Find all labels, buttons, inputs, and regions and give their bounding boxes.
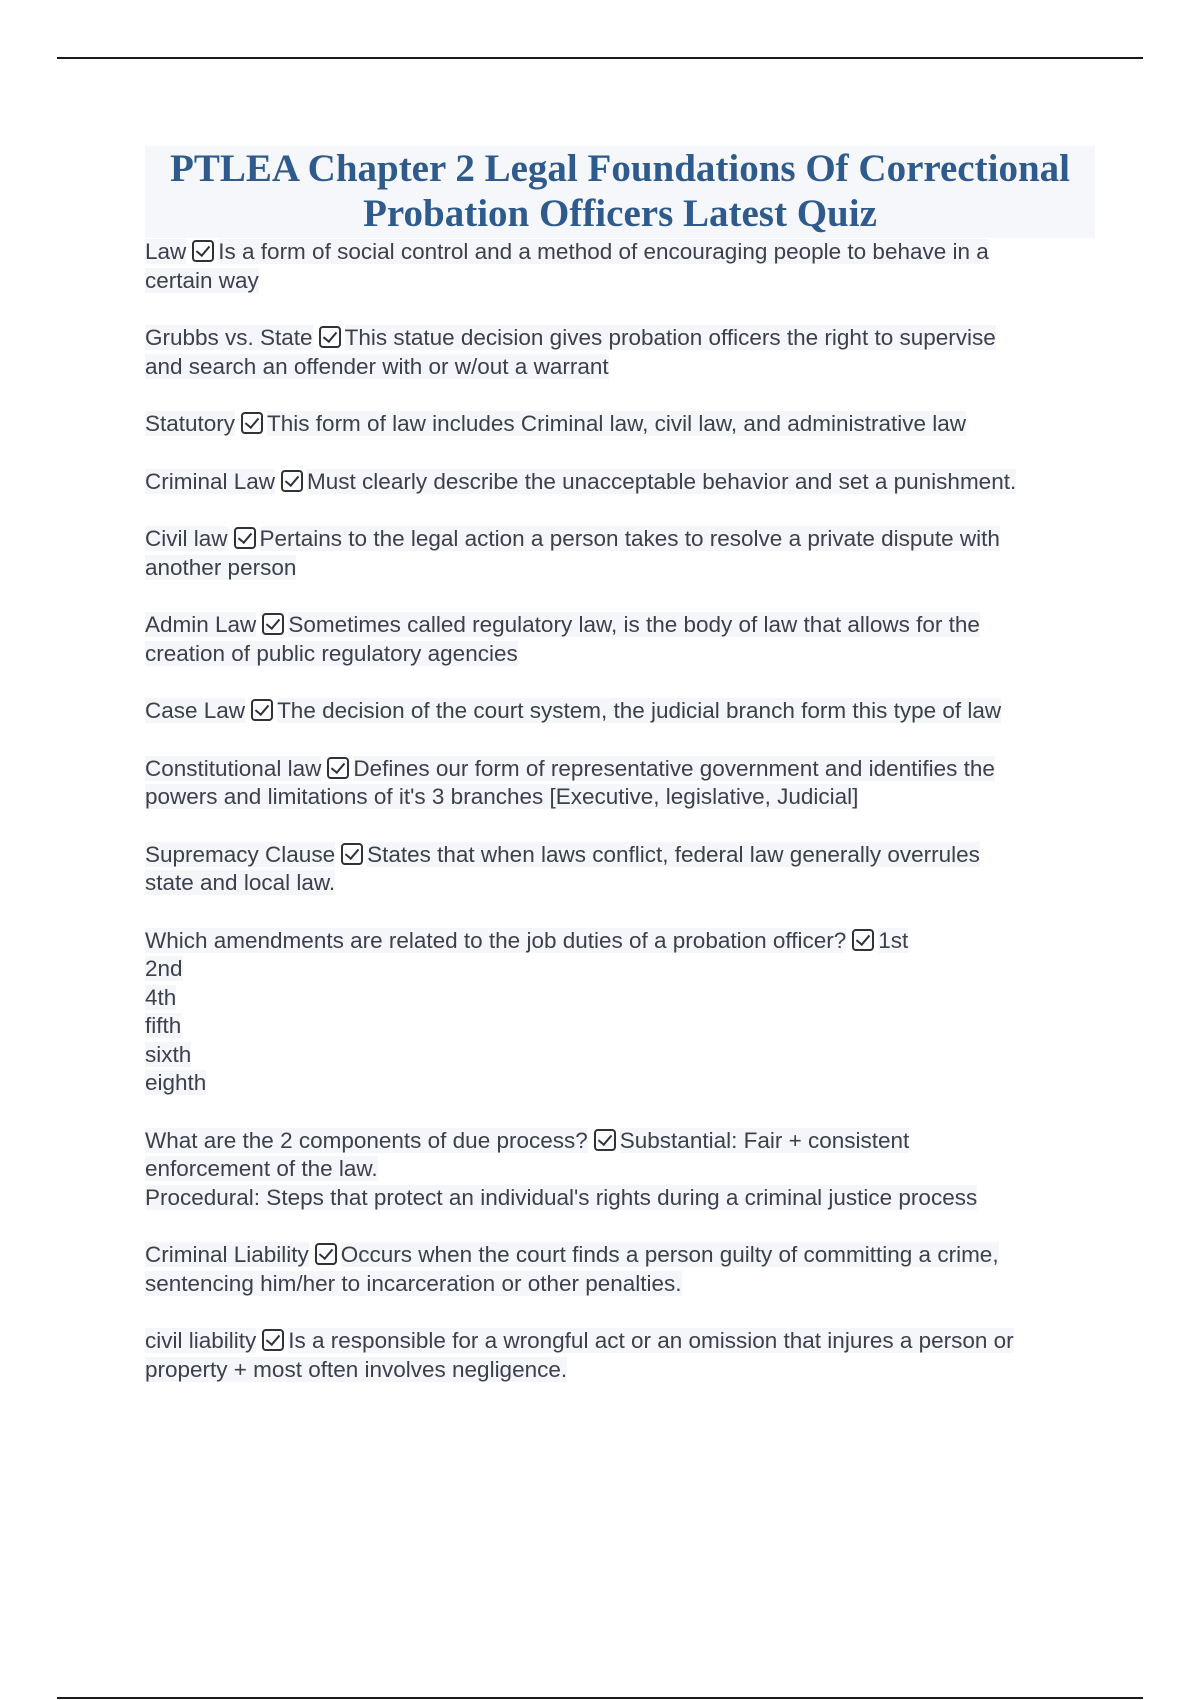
entry-term: Constitutional law [145, 755, 322, 781]
entry-line [145, 468, 1085, 497]
checkbox-checked-icon [327, 757, 349, 779]
quiz-entry [145, 1127, 1095, 1213]
quiz-entry [145, 697, 1095, 726]
checkbox-checked-icon [852, 929, 874, 951]
quiz-entry [145, 468, 1095, 497]
entry-term: Criminal Law [145, 468, 276, 494]
quiz-entry [145, 238, 1095, 295]
entry-line [145, 984, 1085, 1013]
entry-answer: This statue decision gives probation officers the right to supervise [344, 325, 996, 350]
entry-term: Admin Law [145, 612, 257, 637]
entry-line [145, 869, 1085, 898]
entry-term: Supremacy Clause [145, 841, 336, 867]
entry-answer-continued: fifth [145, 1013, 182, 1038]
entry-answer-continued: another person [145, 554, 297, 580]
entry-line [145, 1041, 1085, 1070]
entry-answer-continued: enforcement of the law. [145, 1156, 378, 1181]
quiz-entry [145, 525, 1095, 582]
entry-line [145, 1127, 1085, 1156]
entry-line [145, 783, 1085, 812]
entry-answer: Defines our form of representative government and identifies the [353, 755, 995, 781]
entry-answer-continued: sentencing him/her to incarceration or other penalties. [145, 1270, 682, 1296]
checkbox-checked-icon [241, 412, 263, 434]
entry-answer: Must clearly describe the unacceptable behavior and set a punishment. [307, 468, 1017, 494]
entry-line [145, 1270, 1085, 1299]
entry-line [145, 955, 1085, 984]
entry-line [145, 1012, 1085, 1041]
entry-line [145, 841, 1085, 870]
top-rule [57, 57, 1143, 59]
entry-line [145, 1327, 1085, 1356]
page-title [145, 146, 1095, 238]
checkbox-checked-icon [192, 240, 214, 262]
entry-term: Civil law [145, 526, 228, 551]
checkbox-checked-icon [281, 470, 303, 492]
checkbox-checked-icon [315, 1243, 337, 1265]
checkbox-checked-icon [262, 613, 284, 635]
entry-answer: Substantial: Fair + consistent [619, 1127, 910, 1153]
checkbox-checked-icon [251, 699, 273, 721]
entry-term: What are the 2 components of due process? [145, 1127, 588, 1153]
entry-term: Grubbs vs. State [145, 325, 313, 350]
title-line: Probation Officers Latest Quiz [363, 192, 877, 235]
quiz-entry [145, 324, 1095, 381]
quiz-entry [145, 841, 1095, 898]
entry-line [145, 611, 1085, 640]
entry-answer: Is a form of social control and a method of encouraging people to behave in a [218, 239, 989, 264]
entry-term: Criminal Liability [145, 1242, 309, 1267]
entry-answer-continued: and search an offender with or w/out a warrant [145, 353, 609, 379]
entry-answer: States that when laws conflict, federal law generally overrules [367, 841, 980, 867]
entry-line [145, 1069, 1085, 1098]
entry-answer: Pertains to the legal action a person takes to resolve a private dispute with [259, 526, 1000, 551]
quiz-entries [145, 238, 1095, 1384]
title-line: PTLEA Chapter 2 Legal Foundations Of Correctional [170, 147, 1070, 190]
entry-line [145, 1356, 1085, 1385]
entry-answer-continued: certain way [145, 267, 259, 293]
checkbox-checked-icon [594, 1129, 616, 1151]
entry-answer-continued: 4th [145, 984, 177, 1010]
entry-line [145, 1155, 1085, 1184]
entry-answer-continued: 2nd [145, 956, 183, 981]
entry-line [145, 525, 1085, 554]
checkbox-checked-icon [341, 843, 363, 865]
entry-answer-continued: powers and limitations of it's 3 branches [Executive, legislative, Judicial] [145, 784, 859, 809]
entry-answer-continued: sixth [145, 1041, 192, 1067]
quiz-entry [145, 755, 1095, 812]
entry-answer: Sometimes called regulatory law, is the body of law that allows for the [288, 612, 980, 637]
entry-answer: 1st [878, 927, 909, 953]
entry-answer-continued: Procedural: Steps that protect an individual's rights during a criminal justice process [145, 1184, 978, 1210]
checkbox-checked-icon [319, 326, 341, 348]
entry-answer: The decision of the court system, the judicial branch form this type of law [277, 698, 1002, 723]
entry-line [145, 410, 1085, 439]
quiz-entry [145, 611, 1095, 668]
checkbox-checked-icon [262, 1329, 284, 1351]
entry-term: Law [145, 239, 187, 264]
entry-answer-continued: creation of public regulatory agencies [145, 640, 518, 666]
entry-line [145, 1241, 1085, 1270]
entry-line [145, 697, 1085, 726]
entry-term: Which amendments are related to the job duties of a probation officer? [145, 927, 847, 953]
quiz-entry [145, 1327, 1095, 1384]
entry-term: Case Law [145, 698, 246, 723]
entry-answer-continued: state and local law. [145, 870, 336, 895]
entry-answer: Is a responsible for a wrongful act or an omission that injures a person or [288, 1328, 1014, 1353]
entry-term: Statutory [145, 411, 236, 436]
bottom-rule [57, 1697, 1143, 1699]
quiz-entry [145, 410, 1095, 439]
entry-answer-continued: eighth [145, 1070, 207, 1095]
quiz-entry [145, 927, 1095, 1098]
entry-answer: This form of law includes Criminal law, civil law, and administrative law [267, 411, 967, 436]
entry-line [145, 755, 1085, 784]
entry-line [145, 927, 1085, 956]
checkbox-checked-icon [234, 527, 256, 549]
entry-answer: Occurs when the court finds a person guilty of committing a crime, [340, 1242, 999, 1267]
entry-term: civil liability [145, 1328, 257, 1353]
entry-line [145, 324, 1085, 353]
entry-line [145, 238, 1085, 267]
entry-line [145, 1184, 1085, 1213]
entry-line [145, 267, 1085, 296]
entry-line [145, 640, 1085, 669]
entry-line [145, 554, 1085, 583]
entry-line [145, 353, 1085, 382]
entry-answer-continued: property + most often involves negligence. [145, 1356, 568, 1382]
quiz-entry [145, 1241, 1095, 1298]
document-body [145, 146, 1095, 1413]
